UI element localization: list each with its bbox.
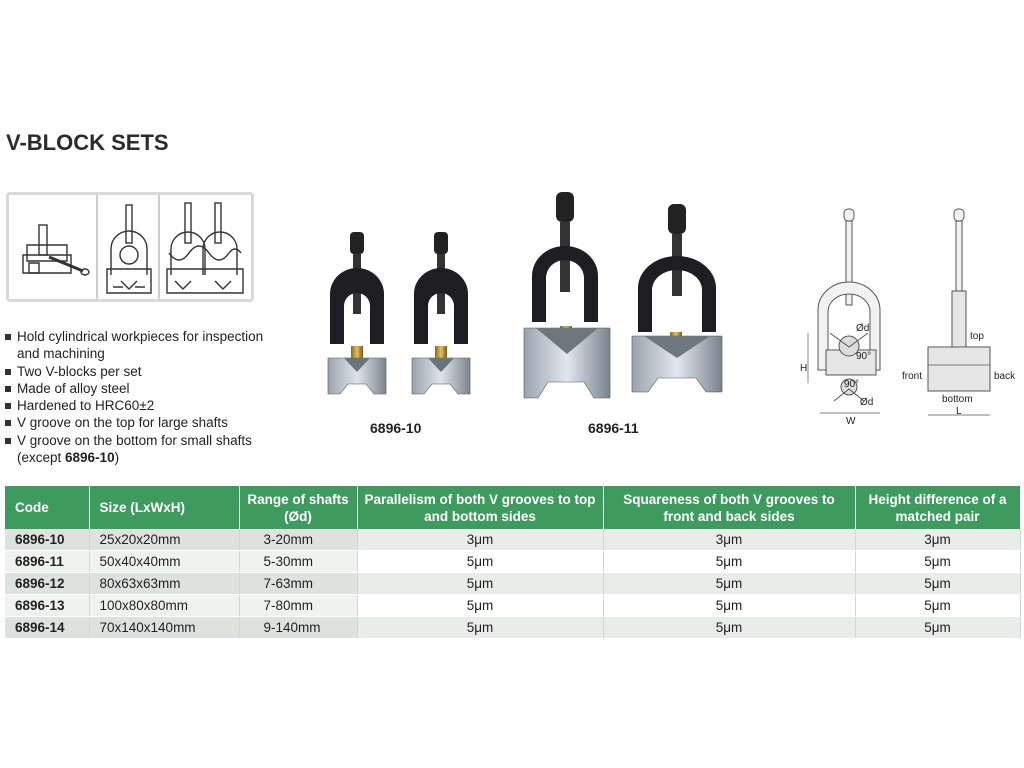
vblock-large-left [524, 192, 610, 398]
dim-d-bottom: Ød [860, 397, 874, 408]
feature-suffix: ) [114, 450, 120, 466]
label-back: back [994, 371, 1016, 382]
vblock-small-left [328, 232, 386, 394]
table-row [5, 595, 1020, 617]
cell-parallelism: 5μm [357, 617, 603, 639]
usage-icons-panel [6, 192, 254, 302]
cell-code: 6896-13 [5, 595, 89, 617]
vblock-small-right [412, 232, 470, 394]
col-header-squareness: Squareness of both V grooves to front and back sides [603, 486, 855, 529]
label-top: top [970, 331, 984, 342]
photo-label-6896-11: 6896-11 [588, 420, 639, 436]
cell-code: 6896-10 [5, 529, 89, 551]
cell-range: 9-140mm [239, 617, 357, 639]
cell-range: 7-80mm [239, 595, 357, 617]
vblock-large-right [632, 204, 722, 392]
spec-table [5, 486, 1021, 639]
features-list [4, 328, 274, 466]
table-row [5, 573, 1020, 595]
page-title: V-BLOCK SETS [6, 130, 169, 155]
cell-parallelism: 5μm [357, 595, 603, 617]
cell-height-difference: 5μm [855, 617, 1020, 639]
product-photo-6896-10 [322, 228, 492, 413]
cell-range: 5-30mm [239, 551, 357, 573]
cell-size: 50x40x40mm [89, 551, 239, 573]
feature-item: Two V-blocks per set [4, 363, 274, 380]
cell-squareness: 5μm [603, 551, 855, 573]
col-header-range: Range of shafts (Ød) [239, 486, 357, 529]
dim-h: H [800, 363, 808, 374]
table-row [5, 551, 1020, 573]
cell-height-difference: 5μm [855, 573, 1020, 595]
cell-squareness: 3μm [603, 529, 855, 551]
cell-size: 70x140x140mm [89, 617, 239, 639]
cell-parallelism: 3μm [357, 529, 603, 551]
cell-squareness: 5μm [603, 573, 855, 595]
col-header-parallelism: Parallelism of both V grooves to top and bottom sides [357, 486, 603, 529]
dim-d-top: Ød [856, 323, 870, 334]
feature-item: Made of alloy steel [4, 380, 274, 397]
cell-parallelism: 5μm [357, 551, 603, 573]
photo-label-6896-10: 6896-10 [370, 420, 422, 436]
cell-squareness: 5μm [603, 617, 855, 639]
cell-size: 25x20x20mm [89, 529, 239, 551]
cell-parallelism: 5μm [357, 573, 603, 595]
cell-height-difference: 3μm [855, 529, 1020, 551]
dim-w: W [846, 416, 856, 425]
feature-bold-code: 6896-10 [65, 450, 115, 466]
cell-code: 6896-11 [5, 551, 89, 573]
cell-code: 6896-14 [5, 617, 89, 639]
col-header-size: Size (LxWxH) [89, 486, 239, 529]
cell-size: 80x63x63mm [89, 573, 239, 595]
feature-item [4, 432, 274, 467]
cell-range: 3-20mm [239, 529, 357, 551]
label-front: front [902, 371, 923, 382]
table-row [5, 529, 1020, 551]
table-header-row [5, 486, 1020, 529]
dim-angle-bottom: 90° [844, 379, 860, 390]
cell-height-difference: 5μm [855, 551, 1020, 573]
label-bottom: bottom [942, 394, 973, 405]
cell-squareness: 5μm [603, 595, 855, 617]
dim-angle-top: 90° [856, 351, 872, 362]
col-header-code: Code [5, 486, 89, 529]
cell-size: 100x80x80mm [89, 595, 239, 617]
feature-item: Hold cylindrical workpieces for inspection and machining [4, 328, 274, 363]
product-photo-6896-11 [522, 190, 727, 412]
cell-height-difference: 5μm [855, 595, 1020, 617]
feature-item: V groove on the top for large shafts [4, 414, 274, 431]
cell-range: 7-63mm [239, 573, 357, 595]
table-row [5, 617, 1020, 639]
feature-text: V groove on the bottom for small shafts (except [17, 432, 252, 466]
cell-code: 6896-12 [5, 573, 89, 595]
dimension-diagram [800, 205, 1022, 425]
dim-l: L [956, 406, 962, 417]
col-header-height-difference: Height difference of a matched pair [855, 486, 1020, 529]
side-view-drawing [928, 209, 990, 415]
feature-item: Hardened to HRC60±2 [4, 397, 274, 414]
